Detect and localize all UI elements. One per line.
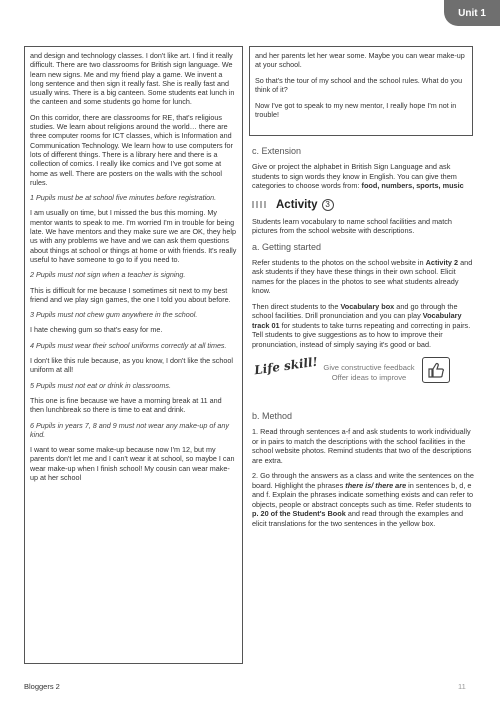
method-paragraph-2: 2. Go through the answers as a class and write the sentences on the board. Highlight the phrases there is/ there are in sentences b, d, e and f. Explain the phrases indicate something exists and can refer to objects, people or abstract concepts such as time. Refer students to p. 20 of the Student's Book and read through the examples and elicit translations for the two sentences in the yellow box.: [252, 471, 474, 528]
life-skill-logo: Life skill!: [253, 354, 319, 378]
reading-text-box: [24, 46, 243, 664]
page-number: 11: [458, 682, 466, 691]
school-rule: 3 Pupils must not chew gum anywhere in the school.: [30, 310, 198, 320]
school-rule: 2 Pupils must not sign when a teacher is signing.: [30, 270, 186, 280]
continued-paragraph-2: So that's the tour of my school and the school rules. What do you think of it?: [255, 75, 463, 95]
story-paragraph: This one is fine because we have a morning break at 11 and then lunchbreak so there is time to eat and drink.: [30, 395, 222, 415]
story-paragraph: and design and technology classes. I don't like art. I find it really difficult. There are two classrooms for British sign language. We learn new signs. Me and my friend play a game. We invent a long sentence and then sign it really fast. She is really fast and usually wins. There is a big canteen. Some students eat lunch in the canteen and some students go home for lunch.: [30, 51, 235, 107]
getting-started-paragraph-2: Then direct students to the Vocabulary box and go through the school facilities. Drill pronunciation and you can play Vocabulary track 01 for students to take turns repeating and correcting in pairs. Tell students to give suggestions as to how to improve their pronunciation, instead of simply saying it's good or bad.: [252, 301, 471, 349]
activity-heading: [252, 199, 474, 211]
story-paragraph: I want to wear some make-up because now I'm 12, but my parents don't let me and I can't wear it at school, so maybe I can wear make-up when I finish school! My cousin can wear make-up at her school: [30, 445, 235, 482]
story-paragraph: On this corridor, there are classrooms for RE, that's religious studies. We learn about religions around the world… there are three computer rooms for ICT classes, which is Information and Communication Technology. We learn how to use computers for lots of different things. There is a library here and there is a collection of comics. I really like comics and I've got some at home as well. There are posters on the walls with the school rules.: [30, 112, 233, 187]
unit-tab: [444, 0, 500, 26]
school-rule: 5 Pupils must not eat or drink in classrooms.: [30, 380, 172, 390]
story-paragraph: I am usually on time, but I missed the bus this morning. My mentor wants to speak to me. I'm worried I'm in trouble for being late. We have mentors and they make sure we are OK, they help us with any problems we have and we can ask them questions about things at school or things at home or with friends. It's really useful to have someone to go to if you need to.: [30, 208, 237, 264]
life-skill-box: [252, 355, 474, 401]
extension-heading: c. Extension: [252, 146, 302, 156]
school-rule: 6 Pupils in years 7, 8 and 9 must not wear any make-up of any kind.: [30, 420, 229, 439]
method-paragraph-1: 1. Read through sentences a-f and ask students to work individually or in pairs to match the descriptions with the school facilities in the school website photos. Remind students that two of the descriptions are extra.: [252, 427, 472, 465]
thumbs-up-icon: [422, 357, 450, 383]
getting-started-paragraph-1: Refer students to the photos on the school website in Activity 2 and ask students if they have these things in their own school. Elicit names for the places in the photos to see what students already know.: [252, 257, 473, 295]
teacher-notes: [252, 140, 474, 534]
book-title: Bloggers 2: [24, 682, 60, 691]
getting-started-heading: a. Getting started: [252, 241, 322, 252]
method-heading: b. Method: [252, 411, 293, 421]
heading-stripes: [252, 201, 268, 208]
story-paragraph: This is difficult for me because I sometimes sit next to my best friend and we play sign games, the one I told you about before.: [30, 285, 231, 304]
reading-text-continued-box: [249, 46, 473, 136]
continued-paragraph-3: Now I've got to speak to my new mentor, I really hope I'm not in trouble!: [255, 100, 457, 120]
life-skill-line-1: Give constructive feedback: [323, 363, 415, 372]
life-skill-line-2: Offer ideas to improve: [331, 373, 407, 382]
extension-text: Give or project the alphabet in British Sign Language and ask students to sign words they know in English. You can give them categories to choose words from: food, numbers, sports, music: [252, 162, 464, 190]
story-paragraph: I don't like this rule because, as you know, I don't like the school uniform at all!: [30, 356, 233, 375]
story-paragraph: I hate chewing gum so that's easy for me.: [30, 325, 163, 335]
activity-number: 3: [322, 199, 334, 211]
activity-title: Activity: [276, 198, 318, 211]
continued-paragraph-1: and her parents let her wear some. Maybe you can wear make-up at your school.: [255, 51, 465, 70]
school-rule: 4 Pupils must wear their school uniforms correctly at all times.: [30, 340, 227, 350]
unit-label: Unit 1: [458, 7, 486, 19]
school-rule: 1 Pupils must be at school five minutes before registration.: [30, 193, 217, 203]
activity-intro: Students learn vocabulary to name school facilities and match pictures from the school website with descriptions.: [252, 216, 452, 235]
